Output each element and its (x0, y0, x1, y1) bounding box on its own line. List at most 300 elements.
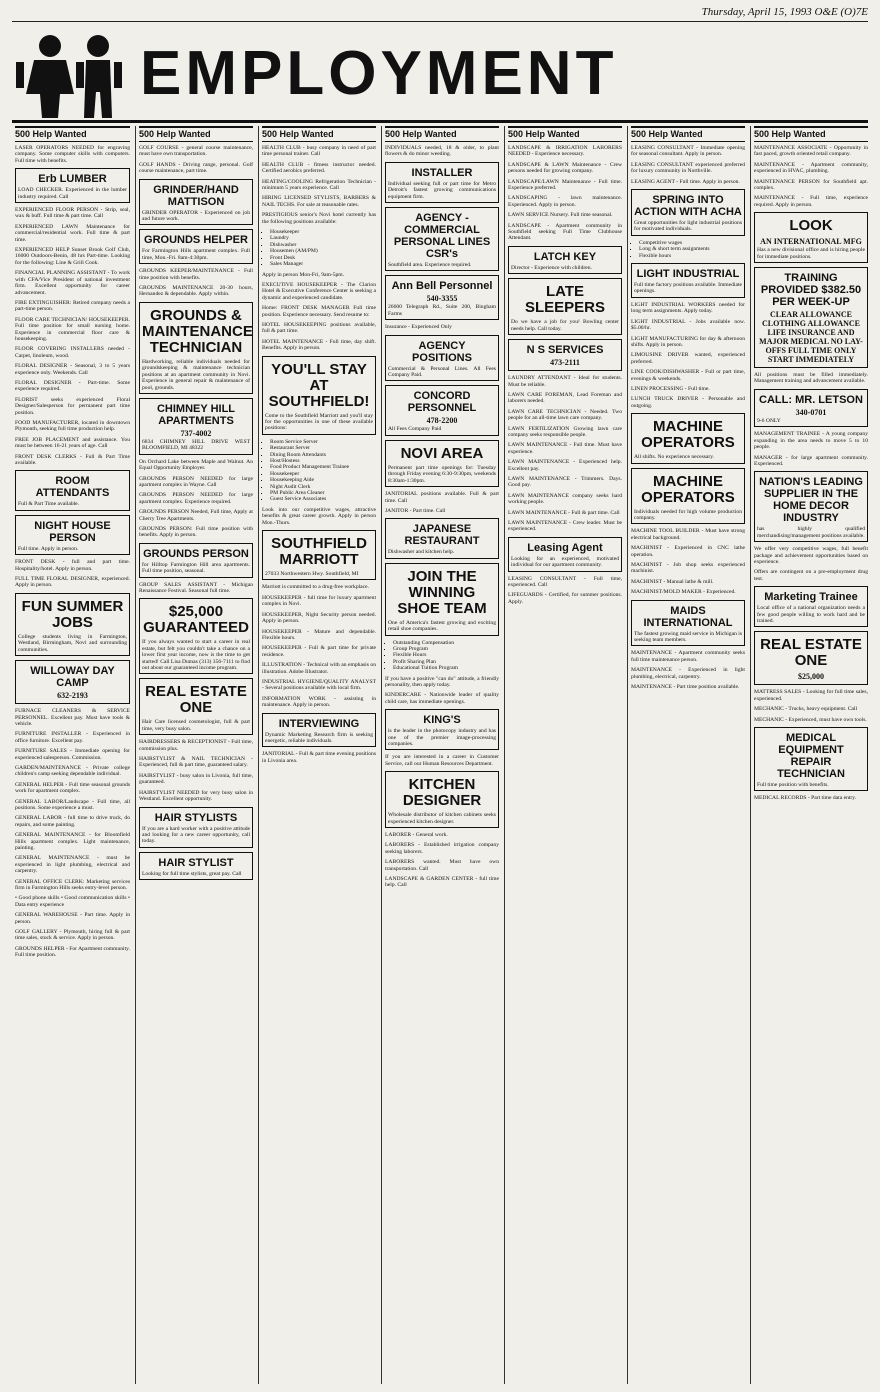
dateline-text: Thursday, April 15, 1993 O&E (O)7E (701, 6, 868, 18)
ad-body: GENERAL HELPER - Full time seasonal grounds work for apartment complex. (15, 781, 130, 795)
ad-headline: MAIDS INTERNATIONAL (643, 604, 733, 629)
ad-headline: AGENCY - COMMERCIAL PERSONAL LINES CSR's (393, 212, 491, 261)
classified-ad (631, 263, 745, 298)
classified-ad (139, 229, 253, 264)
classified-ad (262, 272, 376, 278)
ad-list (270, 439, 376, 503)
classified-ad (754, 569, 868, 582)
classified-ad (754, 267, 868, 368)
ad-body: HAIRSTYLIST - busy salon in Livonia, full time, guaranteed. (139, 772, 253, 786)
classified-ad (754, 586, 868, 627)
ad-body: MAINTENANCE PERSON for Southfield apt. complex. (754, 178, 868, 192)
classified-ad (754, 546, 868, 565)
ad-headline: Marketing Trainee (764, 591, 858, 604)
ad-body: Great opportunities for light industrial positions for motivated individuals. (634, 220, 742, 233)
ad-list-item: ▪ Room Service Server (270, 439, 376, 445)
ad-body: HAIRDRESSERS & RECEPTIONIST - Full time, commission plus. (139, 739, 253, 752)
classified-ad (385, 859, 499, 872)
classified-column (12, 126, 130, 1384)
classified-ad (262, 195, 376, 208)
classified-ad (508, 576, 622, 589)
classified-ad (15, 454, 130, 467)
ad-body: INDIVIDUALS needed, 18 & older, to plant flowers & do minor weeding. (385, 145, 499, 158)
classified-ad (15, 660, 130, 704)
classified-columns (12, 126, 868, 1384)
ad-body: GENERAL OFFICE CLERK: Marketing services firm in Farmington Hills seeks entry-level person. (15, 878, 130, 892)
classified-ad (385, 145, 499, 158)
classified-ad (262, 530, 376, 580)
ad-body: GENERAL MAINTENANCE - must be experienced in light plumbing, electrical and carpentry. (15, 855, 130, 875)
classified-ad (15, 593, 130, 656)
classified-ad (139, 790, 253, 803)
ad-body: LABORER - General work. (385, 832, 448, 839)
classified-ad (262, 305, 376, 318)
ad-body: LAWN MAINTENANCE - Trimmers. Days. Good pay. (508, 475, 622, 489)
classified-ad (139, 492, 253, 505)
classified-ad (139, 678, 253, 735)
ad-subheadline: 478-2200 (426, 416, 458, 426)
ad-body: MAINTENANCE - Experienced in light plumbing, electrical, carpentry. (631, 667, 745, 680)
ad-body: Dishwasher and kitchen help. (388, 549, 455, 556)
ad-body: LAWN MAINTENANCE - Full time. Must have experience. (508, 442, 622, 455)
classified-ad (508, 510, 622, 516)
ad-body: Full time factory positions available. Immediate openings. (634, 282, 742, 295)
ad-body: Local office of a national organization needs a few good people willing to work hard and be trained. (757, 605, 865, 624)
ad-body: If you have a positive "can do" attitude, a friendly personality, then apply today. (385, 675, 499, 688)
ad-body: FLORAL DESIGNER - Part-time. Some experience required. (15, 379, 130, 393)
ad-headline: TRAINING PROVIDED $382.50 PER WEEK-UP (760, 272, 862, 309)
ad-body: Apply in person Mon-Fri, 9am-5pm. (262, 271, 345, 278)
classified-ad (385, 563, 499, 636)
ad-headline: MEDICAL EQUIPMENT REPAIR TECHNICIAN (777, 732, 845, 780)
classified-ad (15, 799, 130, 812)
ad-body: GOLF GALLERY - Plymouth, hiring full & part time sales, stock & service. Apply in person. (15, 929, 130, 942)
classified-ad (262, 439, 376, 503)
ad-body: MACHINE TOOL BUILDER - Must have strong electrical background. (631, 528, 745, 541)
ad-headline: GRINDER/HAND MATTISON (153, 183, 239, 208)
classified-ad (385, 692, 499, 705)
ad-body: Full time position with benefits. (757, 782, 829, 788)
classified-ad (508, 459, 622, 472)
ad-body: If you are a hard worker with a positive attitude and looking for a new career opportunity, call today. (142, 825, 250, 845)
classified-ad (385, 324, 499, 330)
ad-body: GOLF HANDS - Driving range, personal. Golf course maintenance, part time. (139, 161, 253, 175)
classified-ad (139, 476, 253, 489)
classified-ad (262, 584, 376, 590)
ad-body: LANDSCAPING - lawn maintenance. Experienced. Apply in person. (508, 195, 622, 208)
classified-ad (15, 247, 130, 266)
ad-body: MACHINIST - Job shop seeks experienced machinist. (631, 562, 745, 575)
classified-column (135, 126, 253, 1384)
classified-ad (754, 795, 868, 801)
ad-body: Looking for an experienced, motivated individual for our apartment community. (511, 555, 619, 569)
ad-body: The fastest growing maid service in Michigan is seeking team members. (634, 630, 742, 644)
classified-ad (262, 751, 376, 764)
ad-body: LABORERS wanted. Must have own transportation. Call (385, 859, 499, 872)
classified-ad (631, 352, 745, 365)
ad-list-item: ▪ Dining Room Attendants (270, 452, 376, 458)
ad-body: All shifts. No experience necessary. (634, 454, 715, 461)
column-heading: 500 Help Wanted (385, 126, 499, 142)
classified-ad (262, 713, 376, 748)
classified-ad (754, 389, 868, 427)
classified-ad (262, 212, 376, 225)
classified-ad (139, 739, 253, 752)
classified-ad (508, 162, 622, 175)
classified-ad (139, 285, 253, 298)
ad-body: Look into our competitive wages, attractive benefits & great career growth. Apply in person Mon.-Thurs. (262, 506, 376, 526)
ad-body: for Hilltop Farmington Hill area apartments. Full time position, seasonal. (142, 561, 250, 575)
ad-body: FREE JOB PLACEMENT and assistance. You must be between 16-21 years of age. Call (15, 436, 130, 450)
column-heading: 500 Help Wanted (139, 126, 253, 142)
ad-body: Commercial & Personal Lines. All Fees Company Paid. (388, 365, 496, 379)
ad-body: LIFEGUARDS - Certified, for summer positions. Apply. (508, 592, 622, 605)
ad-body: LANDSCAPE & GARDEN CENTER - full time help. Call (385, 876, 499, 889)
ad-body: GENERAL WAREHOUSE - Part time. Apply in person. (15, 912, 130, 925)
classified-ad (385, 335, 499, 382)
ad-headline: NIGHT HOUSE PERSON (34, 519, 111, 544)
ad-list-item: ▪ Dishwasher (270, 242, 376, 248)
ad-headline: WILLOWAY DAY CAMP (30, 665, 115, 690)
ad-body: EXECUTIVE HOUSEKEEPER - The Clarion Hotel & Executive Conference Center is seeking a dynamic and experienced candidate. (262, 281, 376, 301)
ad-body: LINEN PROCESSING - Full time. (631, 385, 710, 392)
ad-body: FURNACE CLEANERS & SERVICE PERSONNEL. Excellent pay. Must have tools & vehicle. (15, 708, 130, 727)
ad-body: College students living in Farmington, Westland, Birmingham, Novi and surrounding communities. (18, 633, 127, 653)
classified-ad (15, 815, 130, 828)
classified-ad (15, 782, 130, 795)
ad-subheadline: AN INTERNATIONAL MFG (760, 237, 862, 247)
ad-body: MECHANIC - Trucks, heavy equipment. Call (754, 706, 858, 713)
ad-body: LAWN FERTILIZATION Growing lawn care company seeks responsible people. (508, 425, 622, 438)
ad-body: GENERAL LABOR/Landscape - Full time, all positions. Some experience a must. (15, 798, 130, 811)
classified-ad (754, 431, 868, 450)
classified-ad (631, 545, 745, 558)
classified-ad (139, 807, 253, 848)
classified-ad (508, 278, 622, 335)
column-heading: 500 Help Wanted (15, 126, 130, 142)
ad-body: EXPERIENCED LAWN Maintenance for commercial/residential work. Full time & part time. (15, 223, 130, 243)
ad-body: Come to the Southfield Marriott and you'll stay for the opportunities in one of these available positions: (265, 412, 373, 432)
classified-ad (139, 773, 253, 786)
ad-body: Hair Care licensed cosmetologist, full & part time, very busy salon. (142, 719, 250, 732)
ad-body: LIGHT INDUSTRIAL - Jobs available now. $5.00/hr. (631, 318, 745, 332)
classified-ad (631, 319, 745, 332)
ad-body: GOLF COURSE - general course maintenance, must have own transportation. (139, 145, 253, 158)
ad-body: INDUSTRIAL HYGIENE/QUALITY ANALYST - Several positions available with local firm. (262, 678, 376, 692)
ad-body: HEALTH CLUB - busy company in need of part time personal trainer. Call (262, 145, 376, 158)
classified-ad (631, 650, 745, 663)
classified-column (627, 126, 745, 1384)
ad-body: • Good phone skills • Good communication skills • Data entry experience (15, 895, 130, 908)
classified-ad (631, 468, 745, 525)
ad-headline: FUN SUMMER JOBS (21, 597, 124, 631)
ad-list-item: ▪ Group Program (393, 646, 499, 652)
classified-ad (15, 437, 130, 450)
employment-figures-icon (12, 28, 132, 120)
ad-body: HAIRSTYLIST & NAIL TECHNICIAN - Experienced, full & part time, guaranteed salary. (139, 756, 253, 769)
classified-ad (754, 631, 868, 685)
ad-body: LAWN MAINTENANCE - Crew leader. Must be experienced. (508, 520, 622, 533)
ad-body: FLORAL DESIGNER - Seasonal, 3 to 5 years experience only. Weekends. Call (15, 363, 130, 376)
ad-body: MACHINIST - Manual lathe & mill. (631, 578, 714, 585)
ad-body: JANITOR - Part time. Call (385, 507, 446, 514)
ad-body: HOUSEKEEPER - full time for luxury apartment complex in Novi. (262, 594, 376, 608)
classified-ad (15, 946, 130, 959)
ad-body: FURNITURE INSTALLER - Experienced in office furniture. Excellent pay. (15, 731, 130, 744)
ad-body: GROUNDS PERSON NEEDED for large apartment complex in Wayne. Call (139, 475, 253, 488)
ad-body: GROUNDS PERSON: Full time position with benefits. Apply in person. (139, 525, 253, 539)
ad-headline: CHIMNEY HILL APARTMENTS (156, 402, 236, 427)
ad-list (393, 640, 499, 672)
ad-body: FLOOR CARE TECHNICIAN/ HOUSEKEEPER. Full time position for small nursing home. Experience in commercial floor care & housekeeping. (15, 316, 130, 342)
classified-ad (15, 912, 130, 925)
classified-ad (139, 582, 253, 595)
ad-body: LANDSCAPE & IRRIGATION LABORERS NEEDED - Experience necessary. (508, 145, 622, 158)
ad-body: If you always wanted to start a career in real estate, but felt you couldn't take a chance on a lower first year income, now is the time to get started! Call Lisa Dumas (313) 356-7111 to find out about our guaranteed income program. (142, 639, 250, 672)
classified-ad (262, 229, 376, 267)
ad-body: HAIRSTYLIST NEEDED for very busy salon in Westland. Excellent opportunity. (139, 789, 253, 803)
ad-body: GROUNDS MAINTENANCE 20-30 hours, Hernandez & dependable. Apply within. (139, 285, 253, 298)
classified-ad (508, 195, 622, 208)
ad-headline: NOVI AREA (400, 444, 484, 462)
ad-body: MAINTENANCE - Apartment community, experienced in HVAC, plumbing. (754, 161, 868, 175)
ad-list (270, 229, 376, 267)
classified-ad (15, 470, 130, 510)
ad-headline: LATCH KEY (533, 250, 597, 263)
ad-body: LIGHT MANUFACTURING for day & afternoon shifts. Apply in person. (631, 335, 745, 348)
ad-body: FRONT DESK CLERKS - Full & Part Time available. (15, 453, 130, 467)
classified-ad (262, 356, 376, 435)
ad-body: Do we have a job for you! Bowling center needs help. Call today. (511, 319, 619, 332)
ad-body: LEASING CONSULTANT - Immediate opening for seasonal consultant. Apply in person. (631, 145, 745, 158)
ad-headline: KING'S (423, 714, 461, 727)
ad-body: GENERAL MAINTENANCE - for Bloomfield Hills apartment complex. Light maintenance, painting. (15, 832, 130, 851)
ad-list (639, 240, 745, 259)
classified-ad (15, 346, 130, 359)
ad-headline: CONCORD PERSONNEL (407, 390, 477, 415)
ad-body: HOUSEKEEPER - Mature and dependable. Flexible hours. (262, 628, 376, 641)
classified-ad (385, 876, 499, 889)
ad-body: LANDSCAPE/LAWN Maintenance - Full time. Experience preferred. (508, 178, 622, 192)
classified-ad (631, 179, 745, 185)
classified-ad (631, 684, 745, 690)
ad-body: LIGHT INDUSTRIAL WORKERS needed for long term assignments. Apply today. (631, 301, 745, 315)
ad-headline: LOOK (789, 217, 833, 235)
ad-body: MANAGER - for large apartment community. Experienced. (754, 454, 868, 467)
classified-ad (754, 706, 868, 712)
classified-ad (508, 409, 622, 422)
ad-body: Permanent part time openings for: Tuesday through Friday evening 6:30-9:30pm, weekends 8:30am-1:30pm. (388, 464, 496, 484)
ad-body: 27033 Northwestern Hwy. Southfield, MI (265, 571, 359, 578)
classified-ad (139, 162, 253, 175)
classified-ad (754, 212, 868, 263)
ad-subheadline: 632-2193 (57, 691, 88, 701)
ad-headline: SOUTHFIELD MARRIOTT (271, 535, 367, 569)
ad-body: Individual seeking full or part time for Metro Detroit's fastest growing communications equipment firm. (388, 180, 496, 200)
classified-ad (385, 676, 499, 689)
ad-body: MATTRESS SALES - Looking for full time sales, experienced. (754, 689, 868, 702)
classified-ad (385, 842, 499, 855)
ad-body: Looking for full time stylists, great pay. Call (142, 870, 242, 877)
ad-headline: REAL ESTATE ONE (145, 683, 247, 717)
classified-ad (15, 855, 130, 874)
ad-headline: LATE SLEEPERS (524, 283, 606, 317)
ad-headline: KITCHEN DESIGNER (402, 776, 482, 810)
ad-body: GROUNDS PERSON Needed, Full time, Apply at Cherry Tree Apartments. (139, 509, 253, 522)
ad-body: ILLUSTRATION - Technical with an emphasis on illustration. Adobe Illustrator. (262, 662, 376, 675)
ad-list-item: ▪ PM Public Area Cleaner (270, 490, 376, 496)
ad-body: MAINTENANCE - Full time, experience required. Apply in person. (754, 195, 868, 208)
ad-headline: Leasing Agent (527, 541, 603, 554)
classified-ad (15, 832, 130, 851)
classified-ad (508, 212, 622, 218)
column-heading: 500 Help Wanted (631, 126, 745, 142)
classified-ad (631, 189, 745, 236)
classified-ad (15, 929, 130, 942)
ad-body: GROUP SALES ASSISTANT - Michigan Renaissance Festival. Seasonal full time. (139, 581, 253, 594)
ad-list-item: ▪ Profit Sharing Plan (393, 659, 499, 665)
ad-body: Offers are contingent on a pre-employment drug test. (754, 569, 868, 582)
ad-body: is the leader in the photocopy industry and has one of the premier image-processing companies. (388, 728, 496, 747)
classified-ad (385, 440, 499, 487)
classified-ad (385, 771, 499, 828)
classified-ad (631, 562, 745, 575)
classified-ad (385, 754, 499, 767)
ad-body: Hardworking, reliable individuals needed for groundskeeping & maintenance technician positions at an apartment community in Novi. Experience in general repair & maintenance of pool, grounds. (142, 358, 250, 391)
classified-ad (15, 748, 130, 761)
ad-body: All Fees Company Paid (388, 426, 442, 433)
ad-body: MAINTENANCE ASSOCIATE - Opportunity in fast paced, growth oriented retail company. (754, 145, 868, 158)
ad-body: HEALTH CLUB - fitness instructor needed. Certified aerobics preferred. (262, 161, 376, 175)
classified-ad (631, 579, 745, 585)
ad-body: PRESTIGIOUS senior's Novi hotel currently has the following positions available: (262, 212, 376, 225)
classified-ad (508, 392, 622, 405)
classified-ad (508, 493, 622, 506)
classified-ad (631, 528, 745, 541)
ad-body: On Orchard Lake between Maple and Walnut. An Equal Opportunity Employer. (139, 458, 253, 472)
ad-body: HOUSEKEEPER, Night Security person needed. Apply in person. (262, 611, 376, 625)
ad-headline: NATION'S LEADING SUPPLIER IN THE HOME DECOR INDUSTRY (759, 476, 863, 525)
ad-body: HEATING/COOLING Refrigeration Technician - minimum 5 years experience. Call (262, 178, 376, 192)
ad-body: We offer very competitive wages, full benefit package and achievement opportunities based on experience. (754, 546, 868, 565)
ad-body: GRINDER OPERATOR - Experienced on job and future work. (142, 209, 250, 223)
ad-body: MACHINIST/MOLD MAKER - Experienced. (631, 589, 736, 596)
classified-ad (139, 398, 253, 455)
ad-list-item: ▪ Housekeeper (270, 471, 376, 477)
classified-ad (15, 420, 130, 433)
ad-body: One of America's fastest growing and exciting retail shoe companies. (388, 619, 496, 633)
ad-body: MANAGEMENT TRAINEE - A young company expanding in the area needs to move 5 to 10 people. (754, 431, 868, 451)
column-heading: 500 Help Wanted (508, 126, 622, 142)
ad-body: 6834 CHIMNEY HILL DRIVE WEST BLOOMFIELD, MI 48322 (142, 438, 250, 452)
ad-body: MACHINIST - Experienced in CNC lathe operation. (631, 545, 745, 558)
ad-headline: MACHINE OPERATORS (641, 418, 735, 452)
ad-body: LEASING CONSULTANT - Full time, experienced. Call (508, 575, 622, 589)
ad-body: Marriott is committed to a drug-free workplace. (262, 584, 370, 591)
classified-ad (385, 508, 499, 514)
classified-ad (15, 363, 130, 376)
classified-ad (15, 317, 130, 343)
classified-column (258, 126, 376, 1384)
ad-body: Full time. Apply in person. (18, 545, 79, 552)
ad-headline: ROOM ATTENDANTS (35, 475, 110, 500)
ad-list-item: ▪ Long & short term assignments (639, 246, 745, 252)
ad-body: GROUNDS HELPER - For Apartment community. Full time position. (15, 945, 130, 959)
ad-body: LAWN SERVICE Nursery. Full time seasonal. (508, 212, 613, 219)
classified-ad (262, 612, 376, 625)
classified-ad (262, 507, 376, 526)
ad-headline: Ann Bell Personnel (391, 280, 493, 293)
ad-body: MEDICAL RECORDS - Part time data entry. (754, 795, 857, 802)
classified-ad (15, 300, 130, 313)
ad-body: LASER OPERATORS NEEDED for engraving company. Some computer skills with computers. Full time with benefits. (15, 145, 130, 164)
classified-ad (754, 372, 868, 385)
ad-list-item: ▪ Housekeeper (270, 229, 376, 235)
classified-ad (139, 268, 253, 281)
ad-list-item: ▪ Night Audit Clerk (270, 484, 376, 490)
classified-ad (385, 275, 499, 320)
ad-body: GROUNDS PERSON NEEDED for large apartment complex. Experience required. (139, 492, 253, 505)
classified-ad (508, 476, 622, 489)
ad-body: LINE COOK/DISHWASHER - Full or part time, evenings & weekends. (631, 369, 745, 382)
ad-body: For Farmington Hills apartment complex. Full time, Mon.-Fri. 8am-4:30pm. (142, 248, 250, 261)
classified-ad (508, 145, 622, 158)
classified-ad (385, 518, 499, 558)
ad-body: Director - Experience with children. (511, 264, 592, 271)
ad-list-item: ▪ Housekeeping Aide (270, 477, 376, 483)
classified-ad (262, 282, 376, 301)
classified-ad (508, 375, 622, 388)
classified-ad (385, 385, 499, 435)
classified-ad (139, 543, 253, 578)
ad-body: Dynamic Marketing Research firm is seeking energetic, reliable individuals. (265, 731, 373, 744)
classified-ad (262, 179, 376, 192)
ad-headline: HAIR STYLISTS (154, 811, 238, 824)
ad-body: INFORMATION WORK - assisting in maintenance. Apply in person. (262, 695, 376, 709)
ad-headline: AGENCY POSITIONS (412, 339, 472, 364)
classified-ad (139, 526, 253, 539)
ad-body: FURNITURE SALES - Immediate opening for experienced salesperson. Commission. (15, 748, 130, 761)
ad-body: Full & Part Time available. (18, 501, 80, 508)
classified-ad (385, 709, 499, 750)
classified-ad (508, 537, 622, 572)
classified-ad (385, 832, 499, 838)
dateline (12, 6, 868, 22)
ad-body: MECHANIC - Experienced, must have own tools. (754, 716, 867, 723)
classified-ad (631, 145, 745, 158)
ad-list-item: ▪ Front Desk (270, 255, 376, 261)
ad-body: EXPERIENCED HELP Sunset Brook Golf Club, 16000 Outdoors-Benin, 48 hrs Part-time. Looking for the following: Line & Grill Cook. (15, 247, 130, 266)
classified-ad (631, 336, 745, 349)
classified-ad (15, 765, 130, 778)
ad-body: 9-6 ONLY (757, 417, 781, 424)
classified-ad (262, 679, 376, 692)
classified-ad (631, 589, 745, 595)
ad-body: MAINTENANCE - Apartment community seeks full time maintenance person. (631, 650, 745, 663)
ad-list-item: ▪ Restaurant Server (270, 445, 376, 451)
classified-ad (15, 515, 130, 555)
ad-headline: $25,000 GUARANTEED (143, 603, 249, 637)
classified-ad (508, 442, 622, 455)
classified-column (381, 126, 499, 1384)
ad-body: FLORIST seeks experienced Floral Designer/Salesperson for permanent part time position. (15, 396, 130, 416)
classified-ad (385, 207, 499, 271)
ad-headline: GROUNDS & MAINTENANCE TECHNICIAN (142, 306, 253, 356)
ad-body: JANITORIAL - Full & part time evening positions in Livonia area. (262, 751, 376, 764)
classified-ad (631, 600, 745, 647)
ad-body: LANDSCAPE - Apartment community in Southfield seeking Full Time Clubhouse Attendant. (508, 222, 622, 242)
ad-list-item: ▪ Laundry (270, 235, 376, 241)
